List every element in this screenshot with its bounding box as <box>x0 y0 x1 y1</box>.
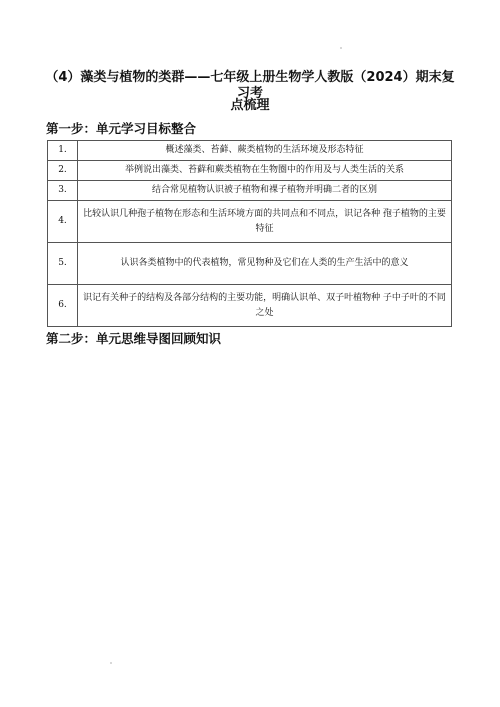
row-text: 结合常见植物认识被子植物和裸子植物并明确二者的区别 <box>78 181 452 201</box>
table-row <box>48 181 452 201</box>
row-text: 认识各类植物中的代表植物，常见物种及它们在人类的生产生活中的意义 <box>78 243 452 285</box>
row-text: 举例说出藻类、苔藓和蕨类植物在生物圈中的作用及与人类生活的关系 <box>78 161 452 181</box>
row-number: 5. <box>48 243 78 285</box>
scan-speck <box>110 662 112 664</box>
row-number: 4. <box>48 201 78 243</box>
row-number: 6. <box>48 285 78 327</box>
table-row <box>48 201 452 243</box>
table-row <box>48 243 452 285</box>
row-number: 1. <box>48 141 78 161</box>
learning-goals-table <box>47 140 452 327</box>
table-row <box>48 161 452 181</box>
document-title-line2: 点梳理 <box>230 98 270 113</box>
row-text: 比较认识几种孢子植物在形态和生活环境方面的共同点和不同点，识记各种 孢子植物的主要特征 <box>78 201 452 243</box>
row-number: 2. <box>48 161 78 181</box>
row-number: 3. <box>48 181 78 201</box>
step2-heading: 第二步：单元思维导图回顾知识 <box>46 331 222 346</box>
scan-speck <box>340 47 342 49</box>
step1-heading: 第一步：单元学习目标整合 <box>46 121 197 136</box>
document-title-line1: （4）藻类与植物的类群——七年级上册生物学人教版（2024）期末复习考 <box>45 70 455 101</box>
row-text: 概述藻类、苔藓、蕨类植物的生活环境及形态特征 <box>78 141 452 161</box>
row-text: 识记有关种子的结构及各部分结构的主要功能，明确认识单、双子叶植物种 子中子叶的不同之处 <box>78 285 452 327</box>
table-row <box>48 285 452 327</box>
table-row <box>48 141 452 161</box>
